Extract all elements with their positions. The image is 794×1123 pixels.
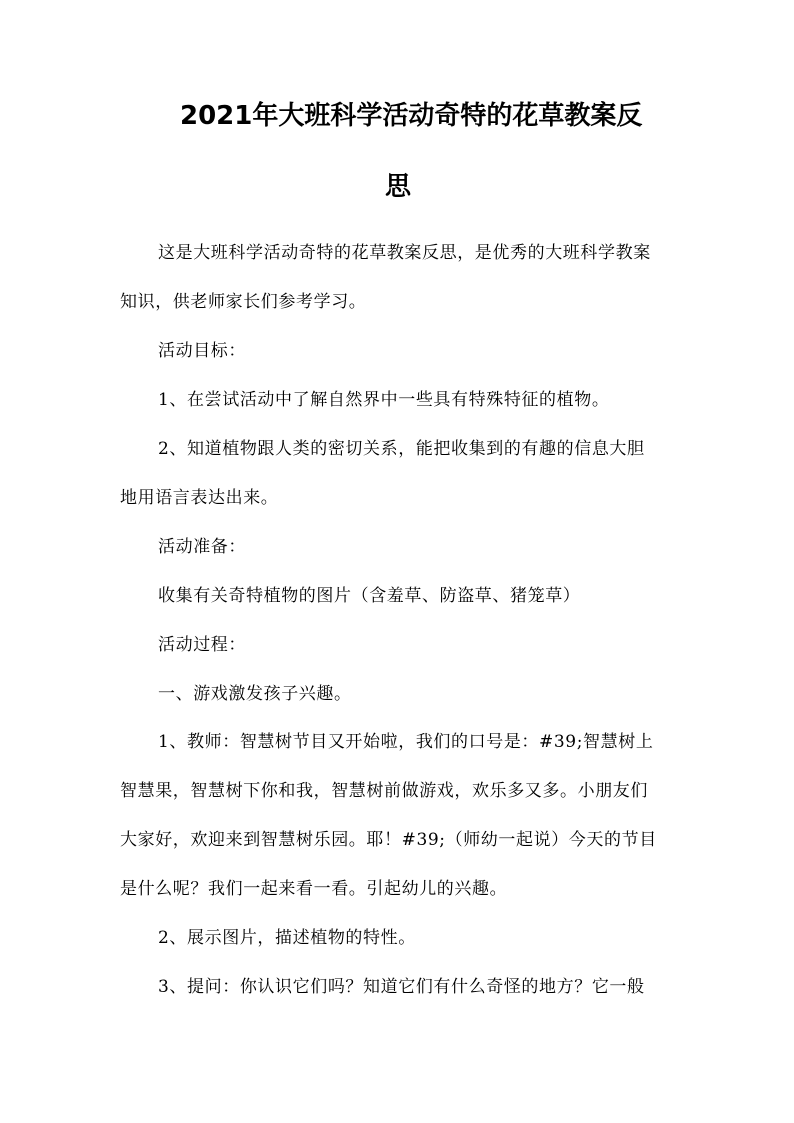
preparation-item: 收集有关奇特植物的图片（含羞草、防盗草、猪笼草） — [158, 586, 581, 606]
section-heading-process: 活动过程： — [158, 635, 246, 655]
process-paragraph-1-line-1: 1、教师：智慧树节目又开始啦，我们的口号是：#39;智慧树上 — [158, 732, 654, 752]
process-item-3: 3、提问：你认识它们吗？知道它们有什么奇怪的地方？它一般 — [158, 977, 645, 997]
process-paragraph-1-line-2: 智慧果，智慧树下你和我，智慧树前做游戏，欢乐多又多。小朋友们 — [120, 781, 648, 801]
intro-line-2: 知识，供老师家长们参考学习。 — [120, 292, 367, 312]
process-item-2: 2、展示图片，描述植物的特性。 — [158, 928, 416, 948]
document-title-line-2: 思 — [385, 172, 412, 202]
intro-line-1: 这是大班科学活动奇特的花草教案反思，是优秀的大班科学教案 — [158, 243, 651, 263]
goal-item-1: 1、在尝试活动中了解自然界中一些具有特殊特征的植物。 — [158, 390, 610, 410]
process-step-1-heading: 一、游戏激发孩子兴趣。 — [158, 684, 352, 704]
goal-item-2-line-1: 2、知道植物跟人类的密切关系，能把收集到的有趣的信息大胆 — [158, 439, 645, 459]
process-paragraph-1-line-3: 大家好，欢迎来到智慧树乐园。耶！#39;（师幼一起说）今天的节目 — [120, 830, 657, 850]
process-paragraph-1-line-4: 是什么呢？我们一起来看一看。引起幼儿的兴趣。 — [120, 879, 508, 899]
document-title-line-1: 2021年大班科学活动奇特的花草教案反 — [180, 101, 643, 131]
section-heading-preparation: 活动准备： — [158, 537, 246, 557]
goal-item-2-line-2: 地用语言表达出来。 — [120, 488, 279, 508]
section-heading-goals: 活动目标： — [158, 341, 246, 361]
